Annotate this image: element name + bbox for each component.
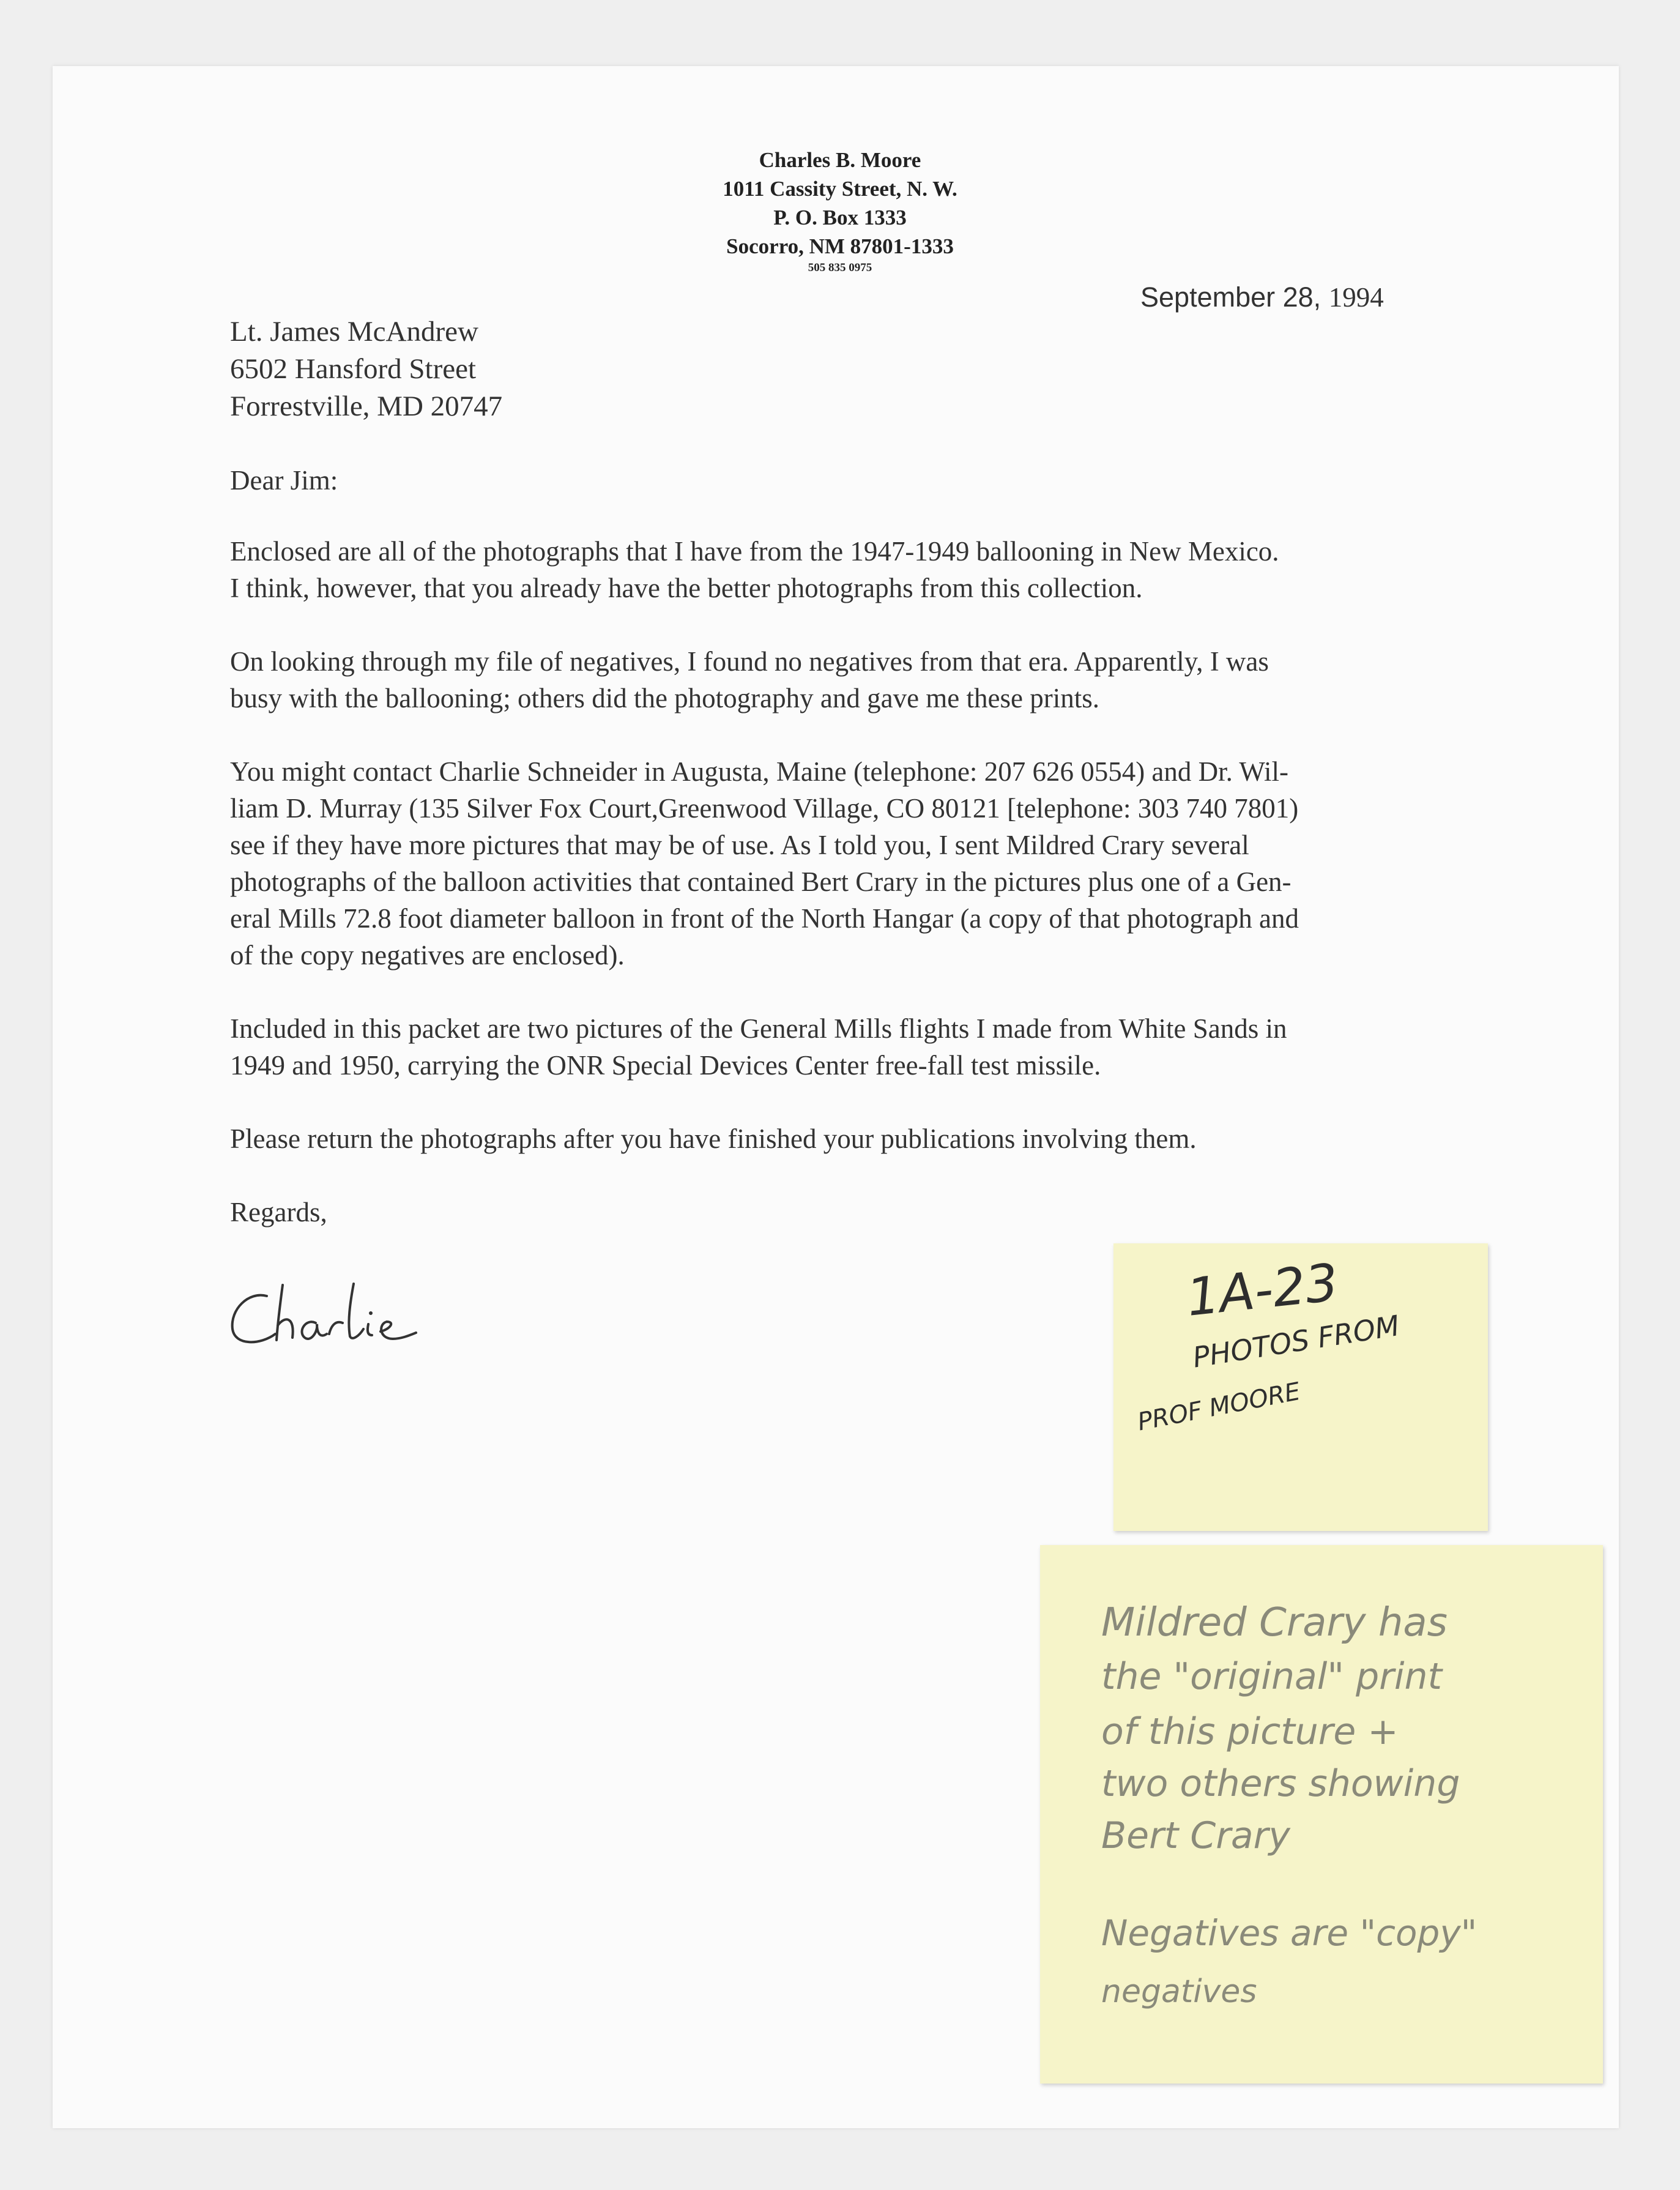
sticky-note-1-line: 1A-23 (1183, 1252, 1341, 1328)
paragraph-line: Included in this packet are two pictures of the General Mills flights I made from White Sands in (230, 1013, 1287, 1044)
paragraph-line: On looking through my file of negatives, I found no negatives from that era. Apparently, I was (230, 646, 1269, 677)
sticky-note-2-line: Negatives are "copy" (1101, 1912, 1477, 1954)
paragraph-line: You might contact Charlie Schneider in Augusta, Maine (telephone: 207 626 0554) and Dr. Wil- (230, 756, 1288, 787)
paragraph-5 (230, 1120, 1454, 1157)
sticky-note-2-line: Mildred Crary has (1101, 1600, 1448, 1645)
sticky-note-1-line: PROF MOORE (1135, 1377, 1303, 1437)
sticky-note-2-line: of this picture + (1101, 1710, 1399, 1753)
letterhead (0, 146, 1680, 275)
paragraph-line: photographs of the balloon activities that contained Bert Crary in the pictures plus one of a Gen- (230, 866, 1292, 897)
letter-date (1140, 281, 1384, 313)
paragraph-line: busy with the ballooning; others did the photography and gave me these prints. (230, 683, 1099, 713)
letterhead-name: Charles B. Moore (759, 148, 921, 172)
letterhead-street: 1011 Cassity Street, N. W. (723, 177, 957, 201)
paragraph-4 (230, 1010, 1454, 1084)
letter-body (230, 462, 1454, 1267)
greeting: Dear Jim: (230, 465, 338, 496)
paragraph-line: Please return the photographs after you have finished your publications involving them. (230, 1123, 1197, 1154)
sticky-note-1 (1113, 1243, 1488, 1531)
date-year: 1994 (1328, 282, 1384, 313)
letterhead-po-box: P. O. Box 1333 (773, 206, 907, 229)
paragraph-line: Enclosed are all of the photographs that I have from the 1947-1949 ballooning in New Mexico. (230, 536, 1279, 567)
recipient-name: Lt. James McAndrew (230, 316, 478, 348)
recipient-street: 6502 Hansford Street (230, 353, 477, 385)
recipient-city: Forrestville, MD 20747 (230, 390, 503, 422)
paragraph-line: of the copy negatives are enclosed). (230, 940, 625, 970)
paragraph-2 (230, 643, 1454, 717)
letterhead-phone: 505 835 0975 (808, 261, 872, 274)
date-month-day: September 28, (1140, 281, 1321, 313)
closing: Regards, (230, 1197, 327, 1227)
sticky-note-2 (1040, 1545, 1603, 2084)
recipient-address (230, 313, 502, 425)
sticky-note-2-line: two others showing (1101, 1762, 1460, 1805)
sticky-note-2-line: the "original" print (1101, 1655, 1443, 1698)
paragraph-1 (230, 533, 1454, 606)
paragraph-line: 1949 and 1950, carrying the ONR Special Devices Center free-fall test missile. (230, 1050, 1101, 1081)
paragraph-3 (230, 753, 1454, 974)
paragraph-line: liam D. Murray (135 Silver Fox Court,Greenwood Village, CO 80121 [telephone: 303 740 7801) (230, 793, 1299, 824)
sticky-note-2-line: Bert Crary (1101, 1814, 1290, 1857)
paragraph-line: I think, however, that you already have the better photographs from this collection. (230, 573, 1143, 603)
sticky-note-2-line: negatives (1101, 1973, 1257, 2010)
paragraph-line: see if they have more pictures that may be of use. As I told you, I sent Mildred Crary several (230, 830, 1249, 860)
sticky-note-1-line: PHOTOS FROM (1190, 1308, 1402, 1374)
letterhead-city: Socorro, NM 87801-1333 (726, 234, 954, 258)
paragraph-line: eral Mills 72.8 foot diameter balloon in front of the North Hangar (a copy of that photograph and (230, 903, 1299, 934)
signature-image (224, 1273, 426, 1358)
